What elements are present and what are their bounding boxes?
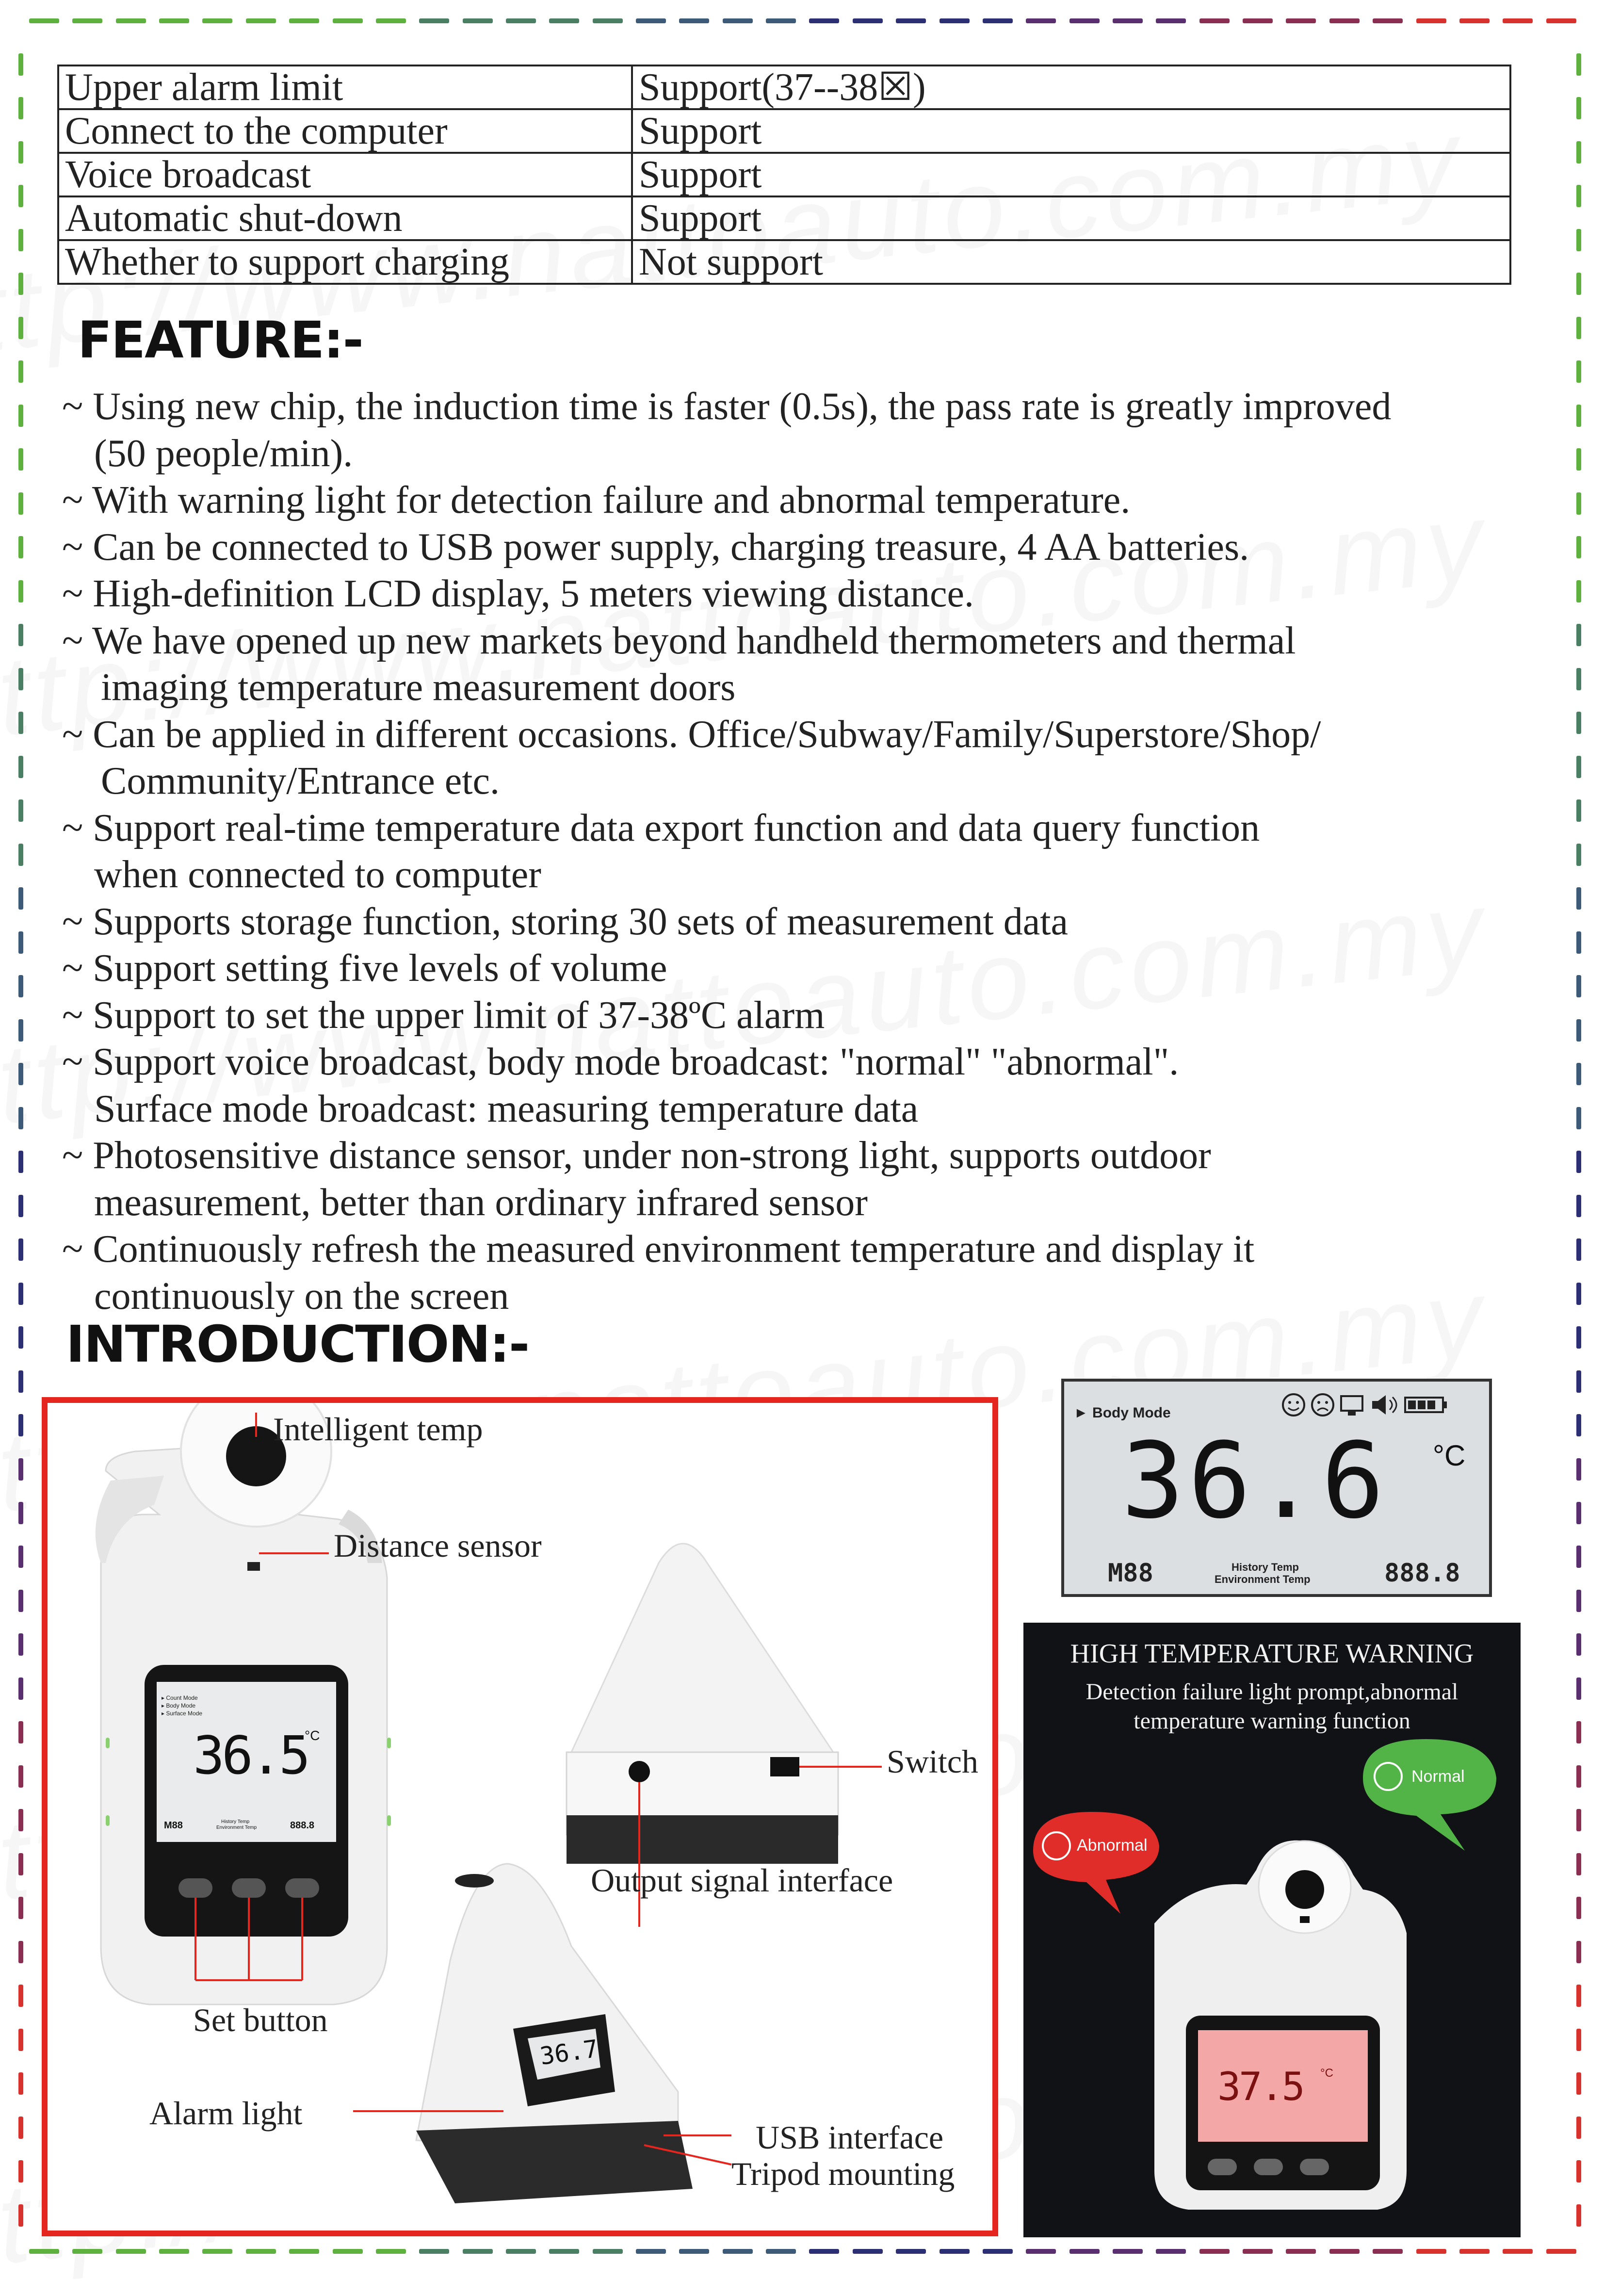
border-dash <box>289 2249 319 2254</box>
border-dash <box>18 229 23 251</box>
lcd-env-value: 888.8 <box>1384 1559 1460 1588</box>
device-screen-env: 888.8 <box>290 1820 315 1831</box>
border-dash <box>18 2204 23 2227</box>
border-dash <box>983 2249 1013 2254</box>
feature-line: Surface mode broadcast: measuring temperature data <box>94 1087 919 1130</box>
border-dash <box>72 2249 102 2254</box>
border-dash <box>1243 2249 1273 2254</box>
border-dash <box>1373 18 1403 23</box>
border-dash <box>1576 1019 1581 1042</box>
border-dash <box>1576 1765 1581 1788</box>
border-dash <box>506 2249 536 2254</box>
border-dash <box>766 18 796 23</box>
border-dash <box>1576 141 1581 163</box>
border-dash <box>289 18 319 23</box>
border-dash <box>18 2029 23 2051</box>
border-dash <box>1576 1546 1581 1568</box>
border-dash <box>1576 97 1581 119</box>
spec-label: Voice broadcast <box>58 153 632 196</box>
feature-list <box>62 383 1537 1319</box>
border-dash <box>1286 18 1316 23</box>
feature-line: ~ Can be connected to USB power supply, charging treasure, 4 AA batteries. <box>62 525 1249 569</box>
border-dash <box>159 2249 189 2254</box>
border-dash <box>506 18 536 23</box>
border-dash <box>1546 2249 1576 2254</box>
side-device <box>353 1864 731 2203</box>
border-dash <box>1576 1063 1581 1085</box>
border-dash <box>18 931 23 954</box>
border-dash <box>1576 1238 1581 1261</box>
border-dash <box>1576 1458 1581 1481</box>
border-dash <box>116 18 146 23</box>
border-dash <box>1576 1633 1581 1656</box>
border-dash <box>18 1677 23 1700</box>
border-dash <box>1069 2249 1100 2254</box>
border-dash <box>1576 799 1581 822</box>
table-row <box>58 196 1510 240</box>
border-bottom <box>29 2249 1576 2254</box>
border-dash <box>940 18 970 23</box>
border-dash <box>1576 1326 1581 1349</box>
border-dash <box>1576 624 1581 646</box>
border-dash <box>1503 18 1533 23</box>
border-dash <box>1576 1370 1581 1393</box>
device-screen-history: History Temp <box>221 1819 250 1824</box>
border-dash <box>18 2160 23 2182</box>
border-dash <box>18 975 23 997</box>
device-screen-modes <box>162 1694 202 1717</box>
border-dash <box>1576 536 1581 558</box>
feature-line: (50 people/min). <box>94 432 353 475</box>
border-dash <box>1416 18 1446 23</box>
border-dash <box>983 18 1013 23</box>
feature-line: imaging temperature measurement doors <box>101 666 736 709</box>
border-dash <box>18 273 23 295</box>
border-dash <box>18 1941 23 1963</box>
border-dash <box>18 317 23 339</box>
border-dash <box>18 756 23 778</box>
border-dash <box>766 2249 796 2254</box>
border-dash <box>18 1721 23 1743</box>
border-dash <box>419 18 449 23</box>
lcd-mem: M88 <box>1108 1559 1153 1588</box>
border-dash <box>679 2249 709 2254</box>
spec-label: Connect to the computer <box>58 109 632 153</box>
feature-line: ~ Support real-time temperature data export function and data query function <box>62 806 1260 849</box>
label-alarm-light: Alarm light <box>149 2095 303 2132</box>
feature-line: continuously on the screen <box>94 1274 509 1318</box>
border-dash <box>18 1546 23 1568</box>
border-dash <box>549 18 579 23</box>
smile-icon <box>1283 1394 1304 1416</box>
border-dash <box>18 799 23 822</box>
warning-unit: °C <box>1320 2067 1333 2080</box>
border-dash <box>896 18 926 23</box>
spec-value: Support(37--38☒) <box>632 65 1510 109</box>
warning-temp: 37.5 <box>1217 2064 1303 2109</box>
table-row <box>58 240 1510 284</box>
border-dash <box>18 1151 23 1173</box>
border-dash <box>18 1633 23 1656</box>
border-dash <box>1576 2072 1581 2095</box>
border-dash <box>1026 18 1056 23</box>
border-dash <box>1546 18 1576 23</box>
border-dash <box>18 1370 23 1393</box>
warning-subtitle-2: temperature warning function <box>1134 1708 1410 1734</box>
border-dash <box>679 18 709 23</box>
feature-line: ~ Support setting five levels of volume <box>62 947 667 990</box>
border-dash <box>18 185 23 207</box>
warning-subtitle-1: Detection failure light prompt,abnormal <box>1086 1679 1458 1705</box>
main-device <box>96 1403 391 2004</box>
border-dash <box>1576 2204 1581 2227</box>
border-dash <box>18 53 23 76</box>
border-dash <box>18 1985 23 2007</box>
border-dash <box>1576 1107 1581 1129</box>
border-dash <box>896 2249 926 2254</box>
border-dash <box>1459 2249 1490 2254</box>
device-diagram <box>42 1397 998 2236</box>
feature-line: ~ We have opened up new markets beyond handheld thermometers and thermal <box>62 619 1296 662</box>
normal-label: Normal <box>1411 1767 1465 1786</box>
border-dash <box>1286 2249 1316 2254</box>
border-dash <box>1113 18 1143 23</box>
label-set-button: Set button <box>193 2002 328 2038</box>
border-dash <box>1156 18 1186 23</box>
border-dash <box>1243 18 1273 23</box>
border-dash <box>636 2249 666 2254</box>
border-dash <box>18 712 23 734</box>
border-dash <box>333 2249 363 2254</box>
label-switch: Switch <box>887 1743 978 1780</box>
border-dash <box>809 2249 839 2254</box>
border-dash <box>1576 1151 1581 1173</box>
border-dash <box>1576 2117 1581 2139</box>
lcd-mode: ► Body Mode <box>1074 1405 1171 1421</box>
border-dash <box>1576 1897 1581 1919</box>
border-dash <box>419 2249 449 2254</box>
border-dash <box>18 1897 23 1919</box>
border-dash <box>18 1458 23 1481</box>
border-dash <box>1576 229 1581 251</box>
border-dash <box>1576 756 1581 778</box>
feature-line: ~ Supports storage function, storing 30 sets of measurement data <box>62 900 1068 943</box>
border-dash <box>1576 1985 1581 2007</box>
spec-value: Support <box>632 153 1510 196</box>
screen-mode-body: ▸ Body Mode <box>162 1702 196 1709</box>
border-dash <box>1576 668 1581 690</box>
border-dash <box>29 18 59 23</box>
feature-line: ~ Support voice broadcast, body mode broadcast: "normal" "abnormal". <box>62 1041 1179 1083</box>
device-screen-temp: 36.5 <box>193 1726 308 1786</box>
border-dash <box>463 18 493 23</box>
border-dash <box>1329 18 1360 23</box>
border-dash <box>18 624 23 646</box>
border-dash <box>636 18 666 23</box>
feature-line: measurement, better than ordinary infrared sensor <box>94 1181 868 1224</box>
feature-line: ~ With warning light for detection failure and abnormal temperature. <box>62 479 1131 521</box>
border-dash <box>18 1326 23 1349</box>
border-dash <box>18 1853 23 1875</box>
device-screen-mem: M88 <box>164 1820 183 1831</box>
spec-label: Whether to support charging <box>58 240 632 284</box>
border-dash <box>18 360 23 383</box>
border-dash <box>18 1765 23 1788</box>
warning-panel <box>1023 1623 1521 2237</box>
border-dash <box>159 18 189 23</box>
border-dash <box>246 18 276 23</box>
border-dash <box>1576 1721 1581 1743</box>
border-dash <box>18 1063 23 1085</box>
label-distance-sensor: Distance sensor <box>334 1527 542 1564</box>
border-dash <box>18 492 23 515</box>
border-dash <box>1576 975 1581 997</box>
border-dash <box>116 2249 146 2254</box>
border-dash <box>18 887 23 910</box>
spec-table <box>57 65 1511 285</box>
border-dash <box>18 405 23 427</box>
feature-line: ~ Continuously refresh the measured environment temperature and display it <box>62 1228 1255 1270</box>
side-device-screen: 36.7 <box>538 2034 600 2071</box>
speaker-icon <box>1372 1395 1386 1415</box>
label-usb-interface: USB interface <box>756 2119 944 2156</box>
border-dash <box>18 1502 23 1524</box>
lcd-display <box>1061 1379 1492 1597</box>
border-dash <box>1576 492 1581 515</box>
border-dash <box>1113 2249 1143 2254</box>
spec-value: Support <box>632 109 1510 153</box>
border-dash <box>1576 185 1581 207</box>
border-dash <box>18 580 23 602</box>
border-dash <box>593 2249 623 2254</box>
border-dash <box>940 2249 970 2254</box>
border-dash <box>1576 844 1581 866</box>
lcd-history: History Temp <box>1231 1561 1299 1573</box>
border-dash <box>1576 1195 1581 1217</box>
screen-mode-count: ▸ Count Mode <box>162 1694 198 1701</box>
lcd-temp: 36.6 <box>1121 1420 1388 1542</box>
border-dash <box>1576 1677 1581 1700</box>
feature-line: when connected to computer <box>94 853 541 896</box>
warning-illustration <box>1023 1623 1521 2237</box>
sad-icon <box>1312 1394 1333 1416</box>
border-dash <box>18 1238 23 1261</box>
border-dash <box>18 2072 23 2095</box>
warning-title: HIGH TEMPERATURE WARNING <box>1070 1639 1474 1669</box>
border-dash <box>1576 53 1581 76</box>
border-dash <box>18 1283 23 1305</box>
border-dash <box>723 18 753 23</box>
border-dash <box>18 1019 23 1042</box>
border-dash <box>376 18 406 23</box>
border-dash <box>1576 273 1581 295</box>
border-dash <box>1576 1809 1581 1831</box>
border-dash <box>246 2249 276 2254</box>
border-dash <box>1026 2249 1056 2254</box>
border-dash <box>333 18 363 23</box>
border-dash <box>853 2249 883 2254</box>
border-dash <box>18 1414 23 1436</box>
introduction-heading: INTRODUCTION:- <box>66 1315 529 1374</box>
border-dash <box>1576 1941 1581 1963</box>
table-row <box>58 65 1510 109</box>
border-dash <box>809 18 839 23</box>
border-dash <box>1576 1414 1581 1436</box>
feature-line: ~ Using new chip, the induction time is faster (0.5s), the pass rate is greatly improved <box>62 385 1392 428</box>
border-dash <box>549 2249 579 2254</box>
label-tripod-mounting: Tripod mounting <box>731 2155 955 2192</box>
border-dash <box>1576 317 1581 339</box>
border-dash <box>1576 580 1581 602</box>
abnormal-bubble <box>1033 1812 1159 1914</box>
border-dash <box>376 2249 406 2254</box>
border-dash <box>18 1107 23 1129</box>
spec-value: Not support <box>632 240 1510 284</box>
border-left <box>18 53 23 2227</box>
border-dash <box>1503 2249 1533 2254</box>
border-dash <box>1576 1853 1581 1875</box>
border-dash <box>202 2249 232 2254</box>
feature-line: ~ Can be applied in different occasions. Office/Subway/Family/Superstore/Shop/ <box>62 713 1321 756</box>
border-right <box>1576 53 1581 2227</box>
lcd-status-icons <box>1280 1390 1484 1422</box>
border-dash <box>18 1590 23 1612</box>
border-dash <box>1576 1502 1581 1524</box>
feature-line: ~ High-definition LCD display, 5 meters viewing distance. <box>62 572 974 615</box>
border-dash <box>1329 2249 1360 2254</box>
label-intelligent-temp: Intelligent temp <box>273 1411 483 1448</box>
border-dash <box>18 448 23 471</box>
border-dash <box>1576 931 1581 954</box>
table-row <box>58 109 1510 153</box>
spec-value: Support <box>632 196 1510 240</box>
lcd-environment: Environment Temp <box>1215 1573 1311 1585</box>
border-dash <box>853 18 883 23</box>
feature-line: Community/Entrance etc. <box>101 760 500 802</box>
computer-icon <box>1341 1396 1362 1411</box>
border-dash <box>463 2249 493 2254</box>
border-dash <box>1576 448 1581 471</box>
device-screen-unit: °C <box>305 1728 320 1743</box>
border-dash <box>1576 405 1581 427</box>
border-dash <box>1576 2160 1581 2182</box>
border-dash <box>1576 712 1581 734</box>
border-dash <box>18 1809 23 1831</box>
border-dash <box>1459 18 1490 23</box>
border-dash <box>18 844 23 866</box>
border-dash <box>1199 18 1230 23</box>
border-dash <box>1576 2029 1581 2051</box>
feature-heading: FEATURE:- <box>78 310 363 370</box>
spec-label: Automatic shut-down <box>58 196 632 240</box>
border-dash <box>18 2117 23 2139</box>
feature-line: ~ Support to set the upper limit of 37-38ºC alarm <box>62 993 825 1037</box>
border-dash <box>1199 2249 1230 2254</box>
normal-bubble <box>1363 1739 1496 1851</box>
lcd-unit: °C <box>1433 1439 1466 1472</box>
border-dash <box>1373 2249 1403 2254</box>
border-dash <box>1416 2249 1446 2254</box>
border-dash <box>1576 360 1581 383</box>
border-dash <box>202 18 232 23</box>
border-dash <box>1576 1283 1581 1305</box>
border-dash <box>1576 887 1581 910</box>
border-top <box>29 18 1576 23</box>
border-dash <box>1069 18 1100 23</box>
border-dash <box>1576 1590 1581 1612</box>
feature-line: ~ Photosensitive distance sensor, under non-strong light, supports outdoor <box>62 1134 1211 1177</box>
border-dash <box>72 18 102 23</box>
device-screen-environment: Environment Temp <box>216 1825 257 1830</box>
abnormal-label: Abnormal <box>1077 1836 1148 1855</box>
label-output-signal: Output signal interface <box>591 1862 893 1899</box>
table-row <box>58 153 1510 196</box>
border-dash <box>29 2249 59 2254</box>
border-dash <box>18 141 23 163</box>
border-dash <box>723 2249 753 2254</box>
border-dash <box>18 1195 23 1217</box>
border-dash <box>1156 2249 1186 2254</box>
border-dash <box>18 97 23 119</box>
border-dash <box>18 536 23 558</box>
screen-mode-surface: ▸ Surface Mode <box>162 1710 203 1717</box>
border-dash <box>593 18 623 23</box>
border-dash <box>18 668 23 690</box>
spec-label: Upper alarm limit <box>58 65 632 109</box>
